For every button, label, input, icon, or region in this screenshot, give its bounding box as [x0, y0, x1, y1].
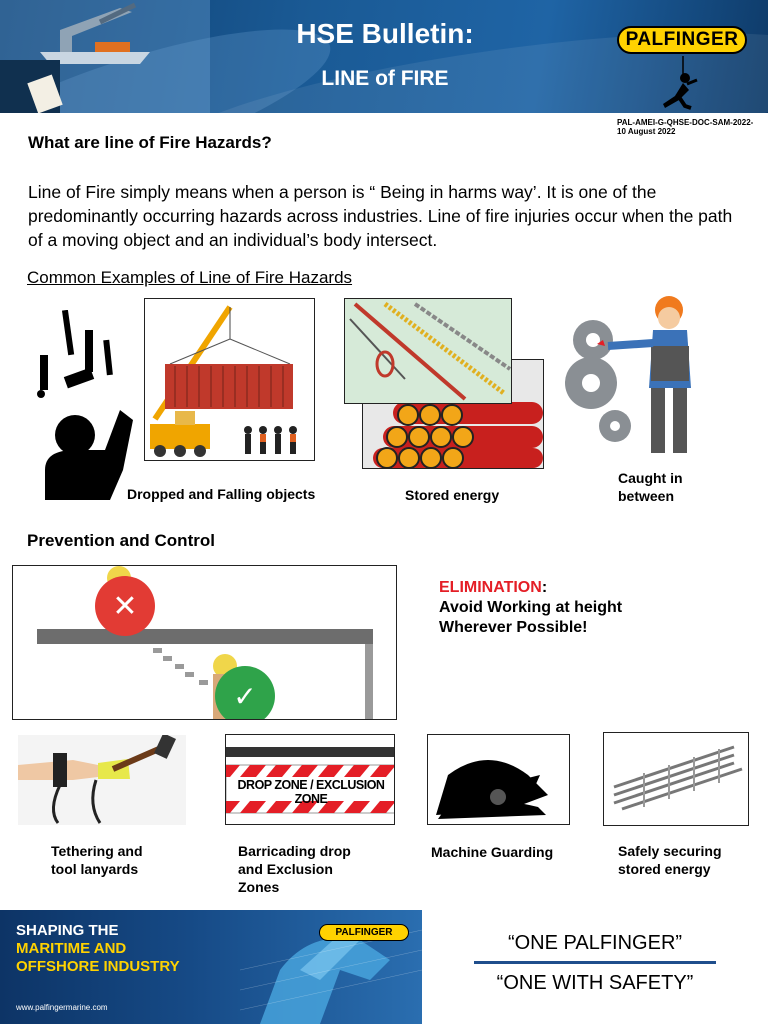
footer-line3: OFFSHORE INDUSTRY [16, 958, 180, 975]
caption-barricading-line1: Barricading drop [238, 843, 351, 859]
bulletin-title: HSE Bulletin: [296, 18, 474, 49]
falling-objects-pictogram [35, 310, 145, 500]
intro-heading: What are line of Fire Hazards? [28, 133, 272, 152]
elimination-text-line1: Avoid Working at height [439, 599, 623, 616]
elimination-colon: : [541, 579, 548, 596]
document-reference [617, 118, 753, 136]
work-at-height-illustration [12, 565, 397, 720]
caption-barricading-line2: and Exclusion [238, 861, 333, 877]
footer-url[interactable]: www.palfingermarine.com [16, 1003, 108, 1012]
caption-securing-energy [618, 842, 722, 878]
barricade-tape-text: DROP ZONE / EXCLUSION ZONE [237, 778, 385, 806]
caption-tethering [51, 842, 143, 878]
svg-text:✓: ✓ [233, 680, 257, 713]
machine-guarding-image [427, 734, 570, 825]
bulletin-subtitle: LINE of FIRE [321, 67, 449, 90]
rope-climber-icon [655, 56, 705, 112]
caption-stored-energy: Stored energy [405, 487, 500, 503]
secured-pipes-image [603, 732, 749, 826]
chains-slings-image [344, 298, 512, 404]
elimination-label: ELIMINATION [439, 579, 542, 596]
caption-barricading [238, 842, 351, 896]
caption-tethering-line2: tool lanyards [51, 861, 139, 877]
palfinger-logo: PALFINGER [617, 26, 747, 54]
caption-securing-line1: Safely securing [618, 843, 722, 859]
slogan-one-palfinger: “ONE PALFINGER” [507, 932, 683, 954]
header-banner [0, 0, 768, 113]
examples-heading: Common Examples of Line of Fire Hazards [27, 268, 353, 287]
tool-lanyard-image [18, 735, 186, 825]
caught-in-between-illustration [563, 288, 723, 463]
barricade-tape-image [225, 734, 395, 825]
footer-line2: MARITIME AND [16, 940, 127, 957]
caption-tethering-line1: Tethering and [51, 843, 143, 859]
crane-container-image [144, 298, 315, 461]
caption-machine-guarding: Machine Guarding [431, 844, 554, 860]
footer-line1: SHAPING THE [16, 922, 119, 939]
caption-barricading-line3: Zones [238, 879, 280, 895]
footer-palfinger-logo: PALFINGER [319, 924, 409, 941]
crane-vessel-illustration [0, 0, 210, 113]
svg-text:✕: ✕ [112, 589, 138, 624]
caption-caught-in-between: Caught in between [618, 470, 683, 504]
elimination-block [439, 578, 622, 638]
doc-ref-code: PAL-AMEI-G-QHSE-DOC-SAM-2022- [617, 118, 754, 127]
caption-dropped-objects: Dropped and Falling objects [127, 486, 316, 502]
caption-securing-line2: stored energy [618, 861, 711, 877]
prevention-heading: Prevention and Control [27, 531, 215, 550]
slogan-one-with-safety: “ONE WITH SAFETY” [496, 972, 694, 994]
intro-body: Line of Fire simply means when a person is “ Being in harms way’. It is one of the predominantly occurring hazards across industries. Line of fire injuries occur when the path of a moving object and an individual’s body intersect. [28, 182, 733, 250]
slogan-divider [474, 961, 716, 964]
elimination-text-line2: Wherever Possible! [439, 619, 588, 636]
doc-ref-date: 10 August 2022 [617, 127, 676, 136]
